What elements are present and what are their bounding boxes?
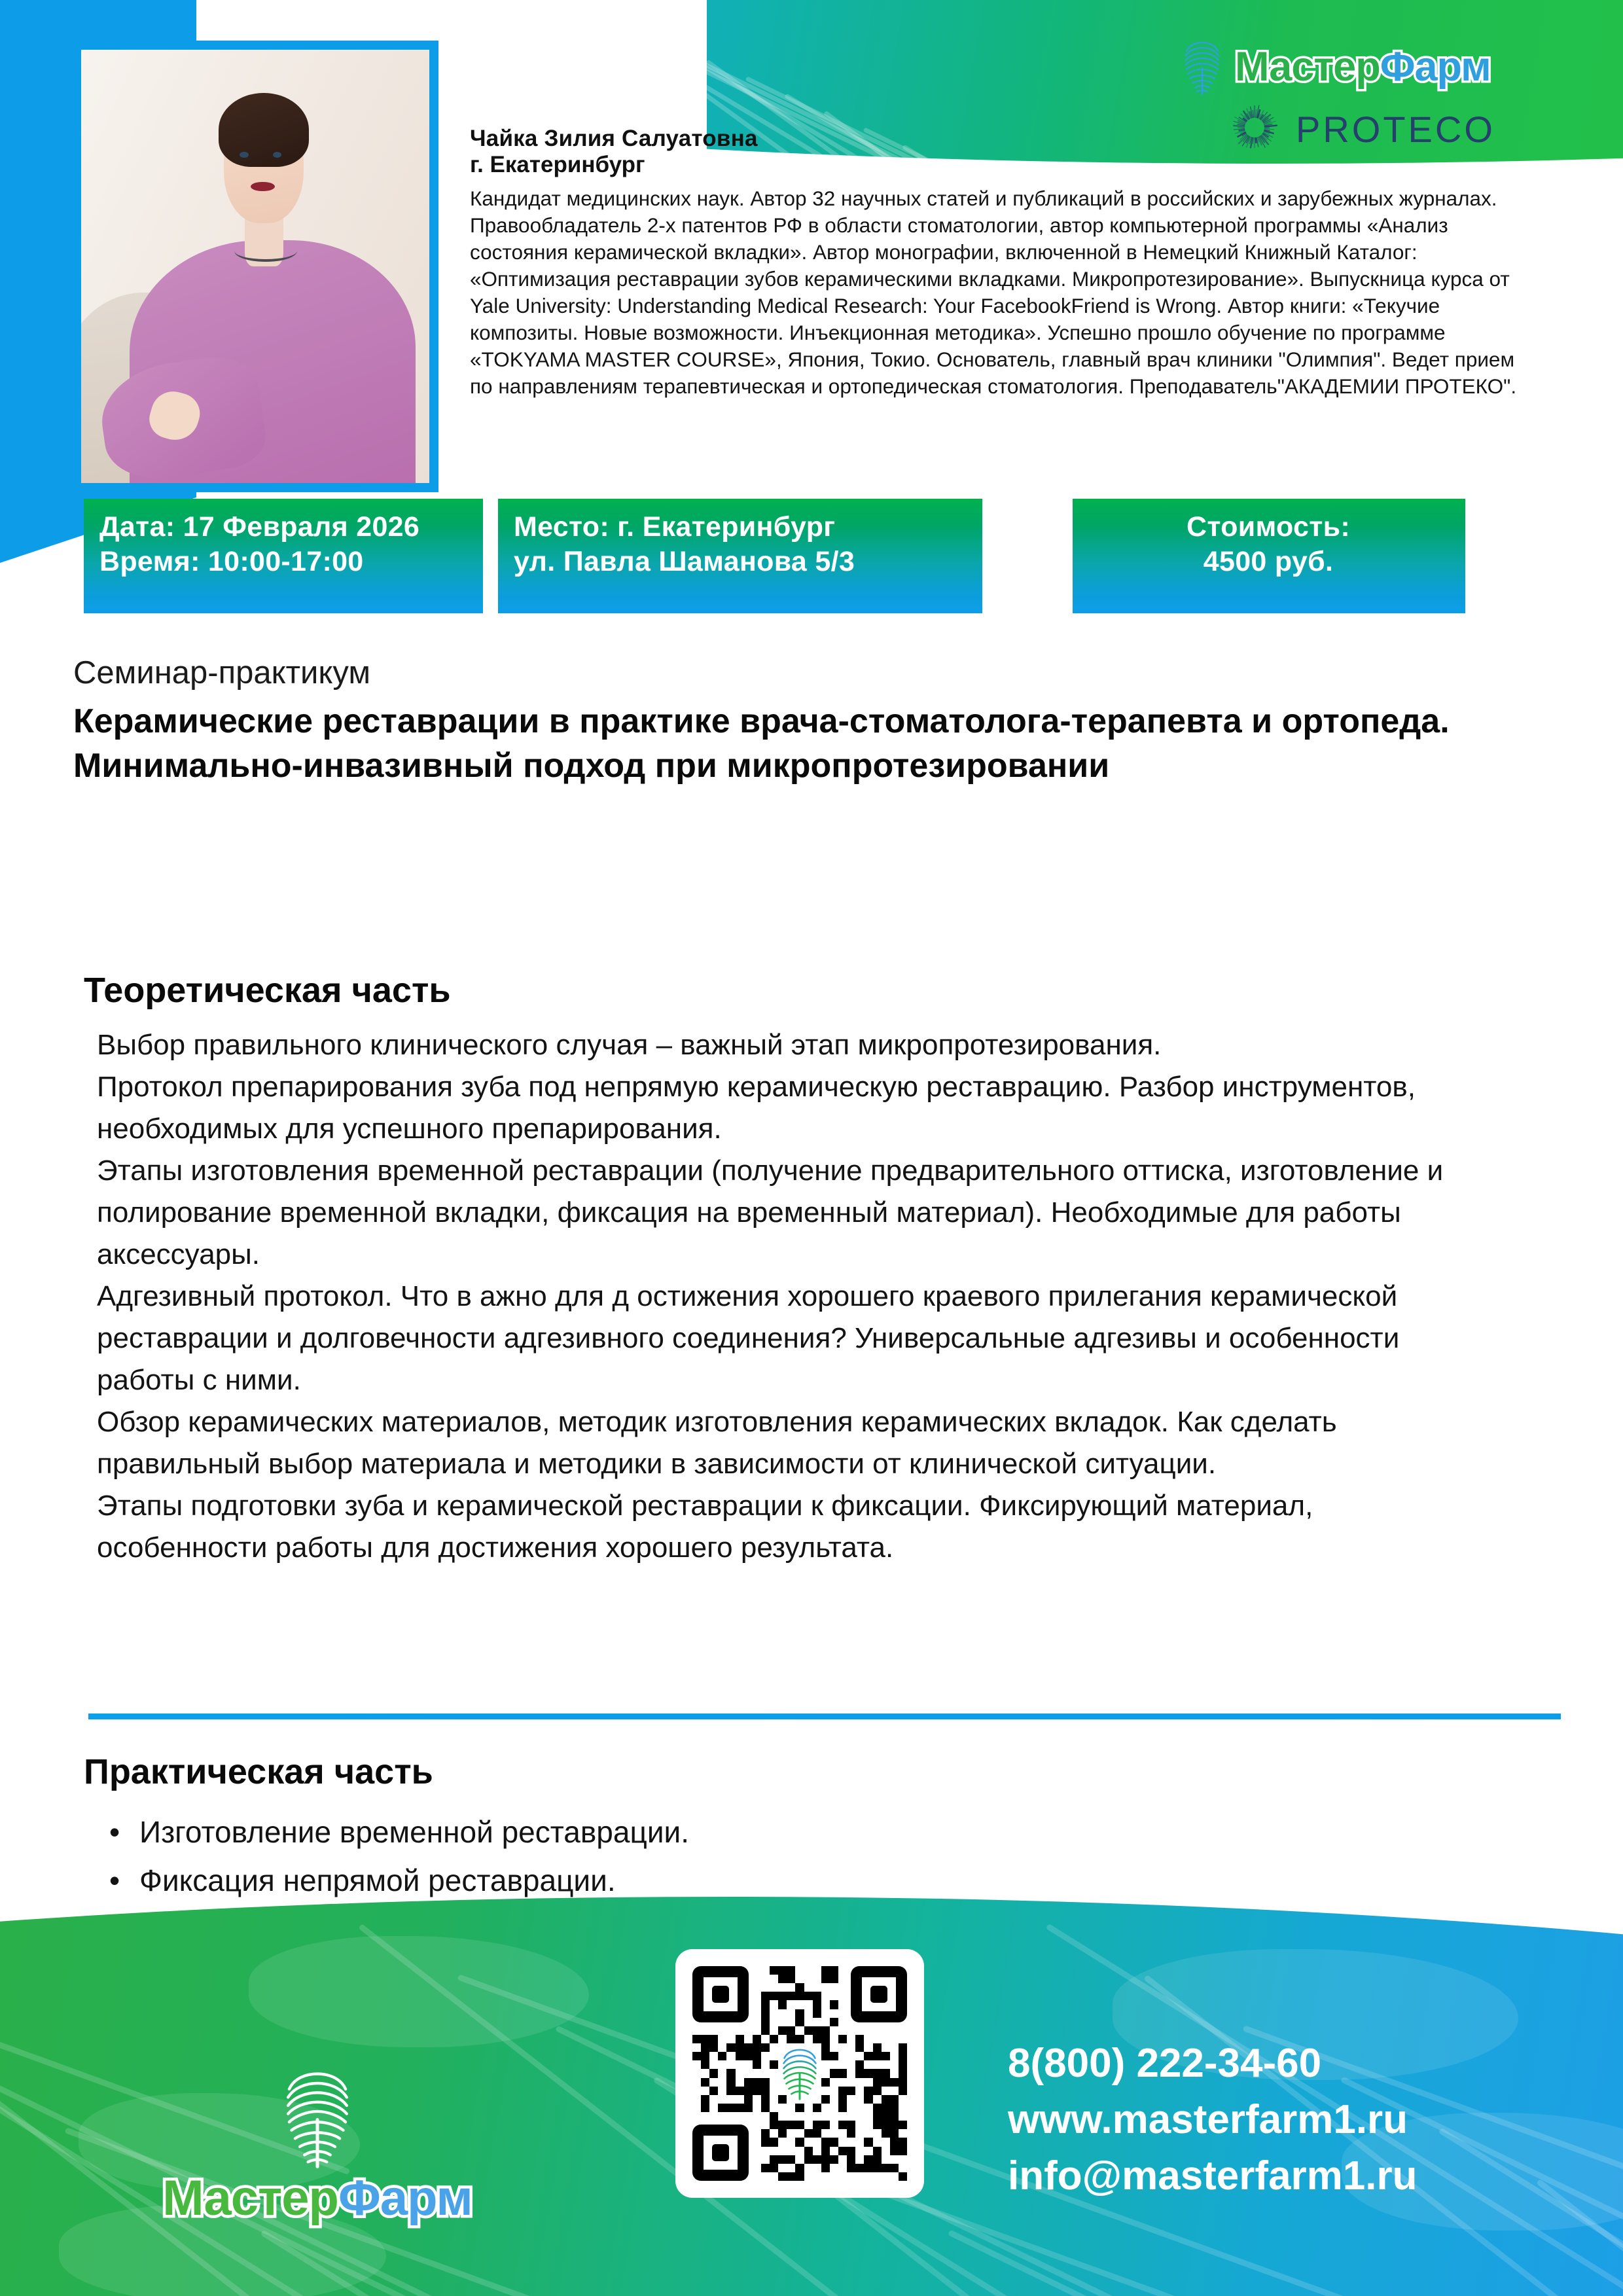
- proteco-logo: [1230, 103, 1495, 155]
- practice-heading: Практическая часть: [84, 1752, 433, 1791]
- theory-paragraph: Протокол препарирования зуба под непрямую керамическую реставрацию. Разбор инструментов, необходимых для успешного препарирования.: [97, 1071, 1416, 1145]
- proteco-burst-icon: [1230, 103, 1279, 155]
- practice-list: [95, 1808, 1207, 1905]
- info-box-cost: [1073, 499, 1465, 613]
- email-address[interactable]: info@masterfarm1.ru: [1008, 2153, 1418, 2198]
- time-line: Время: 10:00-17:00: [99, 546, 364, 577]
- info-box-date: [84, 499, 483, 613]
- address-line: ул. Павла Шаманова 5/3: [514, 546, 855, 577]
- qr-code[interactable]: [675, 1949, 924, 2198]
- proteco-wordmark: PROTECO: [1296, 109, 1495, 150]
- cost-label: Стоимость:: [1186, 511, 1350, 543]
- event-info-row: [84, 499, 1539, 613]
- website-url[interactable]: www.masterfarm1.ru: [1008, 2097, 1408, 2142]
- practice-item: [95, 1856, 1207, 1905]
- speaker-name: Чайка Зилия Салуатовна: [470, 126, 758, 151]
- masterfarm-wordmark-footer: [162, 2170, 473, 2226]
- info-box-place: [498, 499, 982, 613]
- practice-item: [95, 1808, 1207, 1856]
- masterfarm-word-part1-footer: Мастер: [162, 2170, 338, 2226]
- theory-paragraph: Этапы изготовления временной реставрации (получение предварительного оттиска, изготовление и полирование временной вкладки, фиксация на временный материал). Необходимые для работы аксессуары.: [97, 1155, 1444, 1270]
- bullet-icon: •: [109, 1863, 120, 1897]
- date-line: Дата: 17 Февраля 2026: [99, 511, 420, 543]
- theory-heading: Теоретическая часть: [84, 971, 451, 1010]
- practice-item-label: Фиксация непрямой реставрации.: [139, 1863, 616, 1897]
- theory-paragraph: Обзор керамических материалов, методик изготовления керамических вкладок. Как сделать правильный выбор материала и методики в зависимости от клинической ситуации.: [97, 1406, 1337, 1480]
- speaker-bio: Кандидат медицинских наук. Автор 32 научных статей и публикаций в российских и зарубежных журналах. Правообладатель 2-х патентов РФ в области стоматологии, автор компьютерной программы «Анализ состояния керамической вкладки». Автор монографии, включенной в Немецкий Книжный Каталог: «Оптимизация реставрации зубов керамическими вкладками. Микропротезирование». Выпускница курса от Yale University: Understanding Medical Research: Your FacebookFriend is Wrong. Автор книги: «Текучие композиты. Новые возможности. Инъекционная методика». Успешно прошло обучение по программе «TOKYAMA MASTER COURSE», Япония, Токио. Основатель, главный врач клиники "Олимпия". Ведет прием по направлениям терапевтическая и ортопедическая стоматология. Преподаватель"АКАДЕМИИ ПРОТЕКО".: [470, 187, 1517, 398]
- masterfarm-wordmark: [1235, 43, 1491, 90]
- phone-number[interactable]: 8(800) 222-34-60: [1008, 2041, 1322, 2086]
- masterfarm-word-part2: Фарм: [1380, 43, 1491, 90]
- seminar-title: Керамические реставрации в практике врача-стоматолога-терапевта и ортопеда. Минимально-инвазивный подход при микропротезировании: [73, 702, 1450, 785]
- tooth-icon-footer: [279, 2066, 356, 2169]
- theory-paragraph: Выбор правильного клинического случая – важный этап микропротезирования.: [97, 1029, 1162, 1061]
- speaker-city: г. Екатеринбург: [470, 152, 645, 177]
- practice-item-label: Изготовление временной реставрации.: [139, 1815, 689, 1849]
- speaker-portrait: [72, 41, 438, 492]
- masterfarm-word-part1: Мастер: [1235, 43, 1380, 90]
- section-divider: [88, 1713, 1561, 1719]
- footer-contacts: [1008, 2036, 1418, 2204]
- theory-paragraph: Адгезивный протокол. Что в ажно для д остижения хорошего краевого прилегания керамической реставрации и долговечности адгезивного соединения? Универсальные адгезивы и особенности работы с ними.: [97, 1280, 1400, 1396]
- masterfarm-word-part2-footer: Фарм: [338, 2170, 473, 2226]
- bullet-icon: •: [109, 1815, 120, 1849]
- theory-paragraph: Этапы подготовки зуба и керамической реставрации к фиксации. Фиксирующий материал, особенности работы для достижения хорошего результата.: [97, 1490, 1313, 1564]
- place-line: Место: г. Екатеринбург: [514, 511, 836, 543]
- cost-value: 4500 руб.: [1203, 546, 1334, 577]
- masterfarm-logo-header: [1181, 38, 1491, 96]
- masterfarm-logo-footer: [115, 2066, 520, 2224]
- seminar-kicker: Семинар-практикум: [73, 655, 371, 691]
- theory-body: [97, 1024, 1478, 1569]
- tooth-icon: [1181, 38, 1223, 96]
